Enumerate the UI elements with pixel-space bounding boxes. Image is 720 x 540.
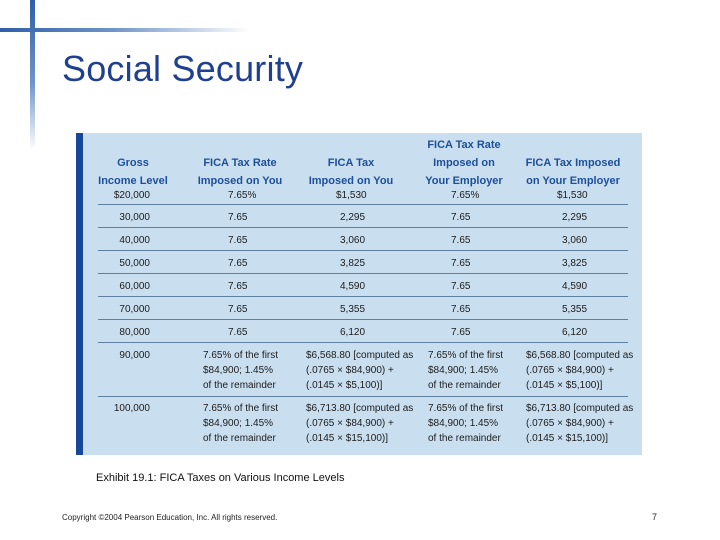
exhibit-caption: Exhibit 19.1: FICA Taxes on Various Income Levels (96, 472, 345, 484)
cell-tax-employer: 3,060 (562, 235, 588, 246)
row-divider (98, 273, 628, 274)
cell-rate-employer: 7.65 (451, 212, 471, 223)
cell-tax-employer: $6,568.80 [computed as (.0765 × $84,900) + (.0145 × $5,100)] (526, 350, 634, 391)
cell-rate-you: 7.65 (228, 212, 248, 223)
cell-tax-you: 4,590 (340, 281, 366, 292)
cell-tax-employer: 3,825 (562, 258, 588, 269)
copyright-footer: Copyright ©2004 Pearson Education, Inc. All rights reserved. (62, 513, 278, 522)
cell-tax-you: $6,568.80 [computed as (.0765 × $84,900) + (.0145 × $5,100)] (306, 350, 414, 391)
cell-rate-employer: 7.65 (451, 258, 471, 269)
accent-horizontal-bar (0, 28, 250, 32)
cell-rate-you: 7.65 (228, 304, 248, 315)
row-divider (98, 319, 628, 320)
cell-rate-employer: 7.65% (451, 190, 480, 201)
cell-rate-you: 7.65 (228, 258, 248, 269)
row-divider (98, 204, 628, 205)
cell-tax-you: 3,825 (340, 258, 366, 269)
cell-tax-you: $6,713.80 [computed as (.0765 × $84,900) + (.0145 × $15,100)] (306, 403, 414, 444)
cell-rate-employer: 7.65% of the first $84,900; 1.45% of the remainder (428, 403, 504, 444)
cell-tax-employer: 2,295 (562, 212, 588, 223)
row-divider (98, 296, 628, 297)
cell-income-20000: $20,000 (113, 190, 150, 201)
cell-rate-employer: 7.65 (451, 281, 471, 292)
cell-rate-you: 7.65% of the first $84,900; 1.45% of the remainder (203, 350, 279, 391)
cell-rate-employer: 7.65 (451, 304, 471, 315)
cell-tax-you: 5,355 (340, 304, 366, 315)
cell-rate-you: 7.65 (228, 327, 248, 338)
header-rate-on-you: FICA Tax Rate Imposed on You (197, 157, 283, 187)
cell-rate-you: 7.65 (228, 281, 248, 292)
row-divider (98, 396, 628, 397)
cell-tax-employer: $1,530 (557, 190, 588, 201)
cell-income-80000: 80,000 (119, 327, 150, 338)
cell-rate-employer: 7.65 (451, 235, 471, 246)
header-tax-on-employer: FICA Tax Imposed on Your Employer (525, 157, 621, 187)
cell-income-40000: 40,000 (119, 235, 150, 246)
cell-income-90000: 90,000 (119, 350, 150, 361)
page-number: 7 (652, 512, 658, 522)
cell-tax-you: 3,060 (340, 235, 366, 246)
cell-income-30000: 30,000 (119, 212, 150, 223)
cell-tax-you: $1,530 (336, 190, 367, 201)
cell-tax-employer: $6,713.80 [computed as (.0765 × $84,900) + (.0145 × $15,100)] (526, 403, 634, 444)
cell-income-50000: 50,000 (119, 258, 150, 269)
cell-tax-employer: 6,120 (562, 327, 588, 338)
row-divider (98, 227, 628, 228)
cell-rate-you: 7.65 (228, 235, 248, 246)
cell-income-70000: 70,000 (119, 304, 150, 315)
cell-rate-employer: 7.65% of the first $84,900; 1.45% of the remainder (428, 350, 504, 391)
header-tax-on-you: FICA Tax Imposed on You (308, 157, 394, 187)
cell-rate-you: 7.65% (228, 190, 257, 201)
accent-vertical-bar (30, 0, 35, 150)
header-rate-on-employer: FICA Tax Rate Imposed on Your Employer (425, 139, 503, 187)
cell-rate-employer: 7.65 (451, 327, 471, 338)
cell-tax-employer: 5,355 (562, 304, 588, 315)
row-divider (98, 250, 628, 251)
cell-tax-you: 2,295 (340, 212, 366, 223)
cell-income-100000: 100,000 (113, 403, 150, 414)
cell-tax-you: 6,120 (340, 327, 366, 338)
slide-title: Social Security (62, 48, 304, 89)
row-divider (98, 342, 628, 343)
cell-income-60000: 60,000 (119, 281, 150, 292)
cell-rate-you: 7.65% of the first $84,900; 1.45% of the remainder (203, 403, 279, 444)
cell-tax-employer: 4,590 (562, 281, 588, 292)
header-gross-income: Gross Income Level (98, 157, 168, 187)
